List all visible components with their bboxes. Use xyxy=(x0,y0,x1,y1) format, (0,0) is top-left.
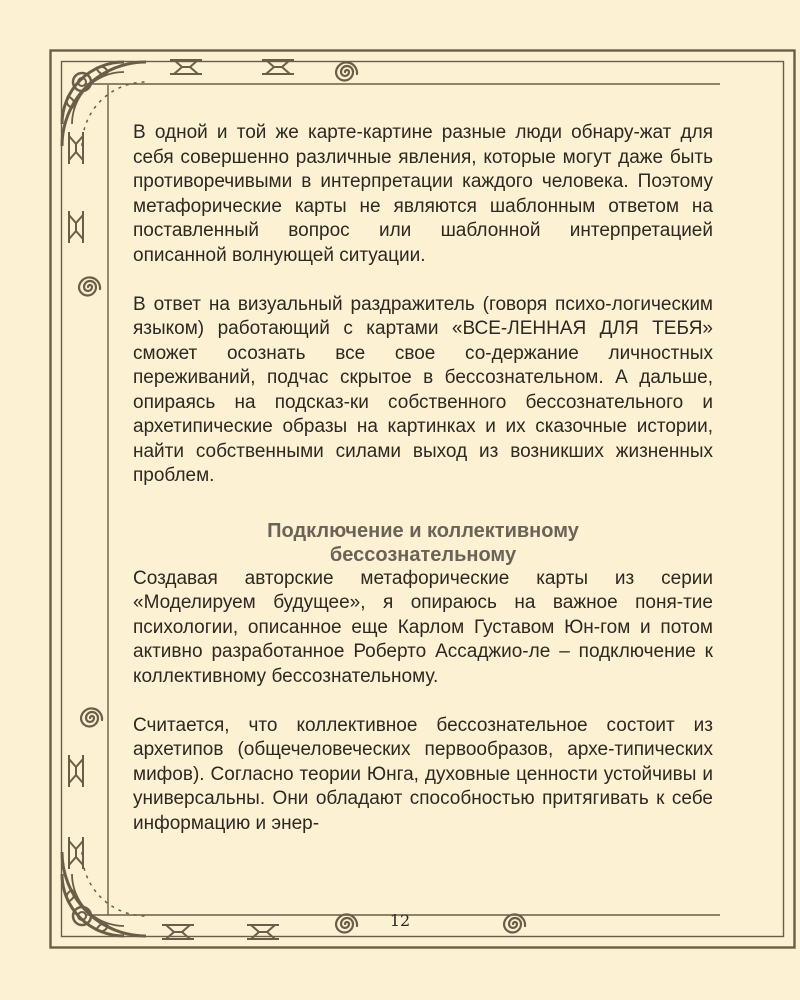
section-title-line-1: Подключение и коллективному xyxy=(267,519,579,542)
page-number: 12 xyxy=(389,911,411,930)
section-title xyxy=(133,519,713,567)
page-body xyxy=(133,121,713,836)
spiral-ornament-icon xyxy=(336,62,357,80)
section-title-line-2: бессознательному xyxy=(329,543,517,566)
greek-key-ornament-icon xyxy=(69,132,83,869)
paragraph-authoring: Создавая авторские метафорические карты из серии «Моделируем будущее», я опираюсь на важное поня-тие психологии, описанное еще Карлом Густавом Юн-гом и потом активно разработанное Роберто Ассаджио-ле – подключение к коллективному бессознательному. xyxy=(133,567,713,687)
paragraph-visual-stimulus: В ответ на визуальный раздражитель (говоря психо-логическим языком) работающий с картами «ВСЕ-ЛЕННАЯ ДЛЯ ТЕБЯ» сможет осознать все свое со-держание личностных переживаний, подчас скрытое в бессознательном. А дальше, опираясь на подсказ-ки собственного бессознательного и архетипические образы на картинках и их сказочные истории, найти собственными силами выход из возникших жизненных проблем. xyxy=(133,293,713,486)
paragraph-intro: В одной и той же карте-картине разные люди обнару-жат для себя совершенно различные явления, которые могут даже быть противоречивыми в интерпретации каждого человека. Поэтому метафорические карты не являются шаблонным ответом на поставленный вопрос или шаблонной интерпретацией описанной волнующей ситуации. xyxy=(133,122,713,266)
spiral-ornament-icon xyxy=(79,277,102,726)
paragraph-archetypes: Считается, что коллективное бессознательное состоит из архетипов (общечеловеческих первообразов, архе-типических мифов). Согласно теории Юнга, духовные ценности устойчивы и универсальны. Они обладают способностью притягивать к себе информацию и энер- xyxy=(133,714,713,834)
